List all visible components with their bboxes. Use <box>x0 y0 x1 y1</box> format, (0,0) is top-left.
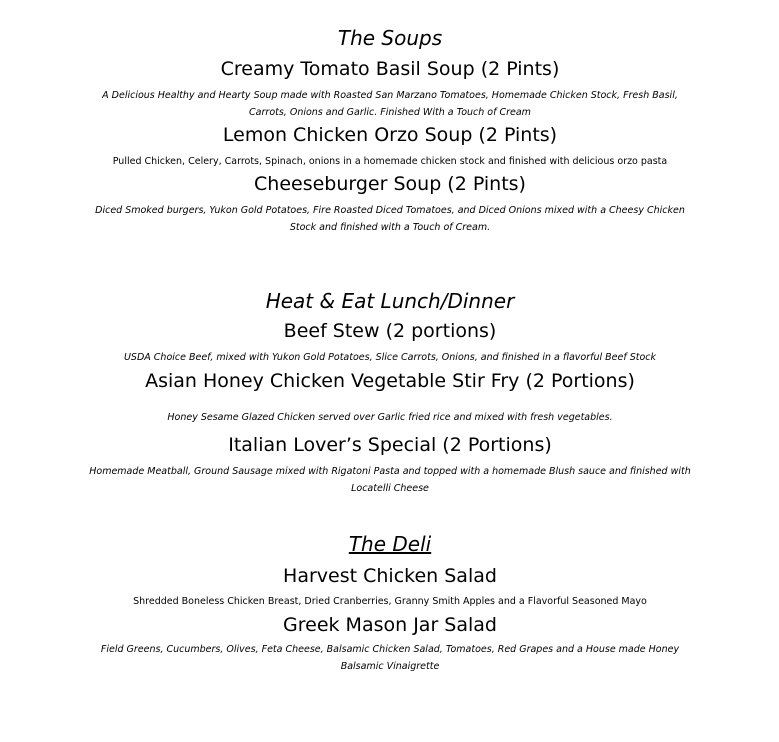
section-title-soups: The Soups <box>337 26 443 50</box>
section-title-heat-and-eat: Heat & Eat Lunch/Dinner <box>265 289 515 313</box>
item-title-cheeseburger-soup: Cheeseburger Soup (2 Pints) <box>254 173 526 195</box>
item-title-greek-mason-jar-salad: Greek Mason Jar Salad <box>283 614 497 636</box>
item-desc-greek-mason-jar-salad-line-2: Balsamic Vinaigrette <box>340 661 440 672</box>
item-desc-italian-lovers-special-line-1: Homemade Meatball, Ground Sausage mixed with Rigatoni Pasta and topped with a homemade Blush sauce and finished with <box>89 466 691 477</box>
item-desc-asian-honey-chicken-stir-fry-line-1: Honey Sesame Glazed Chicken served over Garlic fried rice and mixed with fresh vegetables. <box>167 412 613 423</box>
item-desc-lemon-chicken-orzo-soup-line-1: Pulled Chicken, Celery, Carrots, Spinach, onions in a homemade chicken stock and finished with delicious orzo pasta <box>112 156 668 167</box>
item-desc-harvest-chicken-salad-line-1: Shredded Boneless Chicken Breast, Dried Cranberries, Granny Smith Apples and a Flavorful Seasoned Mayo <box>133 596 647 607</box>
item-desc-cheeseburger-soup-line-1: Diced Smoked burgers, Yukon Gold Potatoes, Fire Roasted Diced Tomatoes, and Diced Onions mixed with a Cheesy Chicken <box>95 205 685 216</box>
item-desc-italian-lovers-special-line-2: Locatelli Cheese <box>351 483 429 494</box>
item-title-lemon-chicken-orzo-soup: Lemon Chicken Orzo Soup (2 Pints) <box>222 124 558 146</box>
item-desc-greek-mason-jar-salad-line-1: Field Greens, Cucumbers, Olives, Feta Cheese, Balsamic Chicken Salad, Tomatoes, Red Grapes and a House made Honey <box>100 644 680 655</box>
item-title-tomato-basil-soup: Creamy Tomato Basil Soup (2 Pints) <box>220 58 560 80</box>
item-desc-tomato-basil-soup-line-1: A Delicious Healthy and Hearty Soup made with Roasted San Marzano Tomatoes, Homemade Chicken Stock, Fresh Basil, <box>102 90 678 101</box>
item-desc-cheeseburger-soup-line-2: Stock and finished with a Touch of Cream. <box>289 222 491 233</box>
item-title-italian-lovers-special: Italian Lover’s Special (2 Portions) <box>228 434 552 456</box>
item-title-beef-stew: Beef Stew (2 portions) <box>283 320 497 342</box>
item-desc-beef-stew-line-1: USDA Choice Beef, mixed with Yukon Gold Potatoes, Slice Carrots, Onions, and finished in a flavorful Beef Stock <box>123 352 657 363</box>
section-title-deli: The Deli <box>348 532 432 556</box>
item-title-asian-honey-chicken-stir-fry: Asian Honey Chicken Vegetable Stir Fry (2 Portions) <box>145 370 635 392</box>
item-desc-tomato-basil-soup-line-2: Carrots, Onions and Garlic. Finished With a Touch of Cream <box>249 107 531 118</box>
item-title-harvest-chicken-salad: Harvest Chicken Salad <box>283 565 497 587</box>
